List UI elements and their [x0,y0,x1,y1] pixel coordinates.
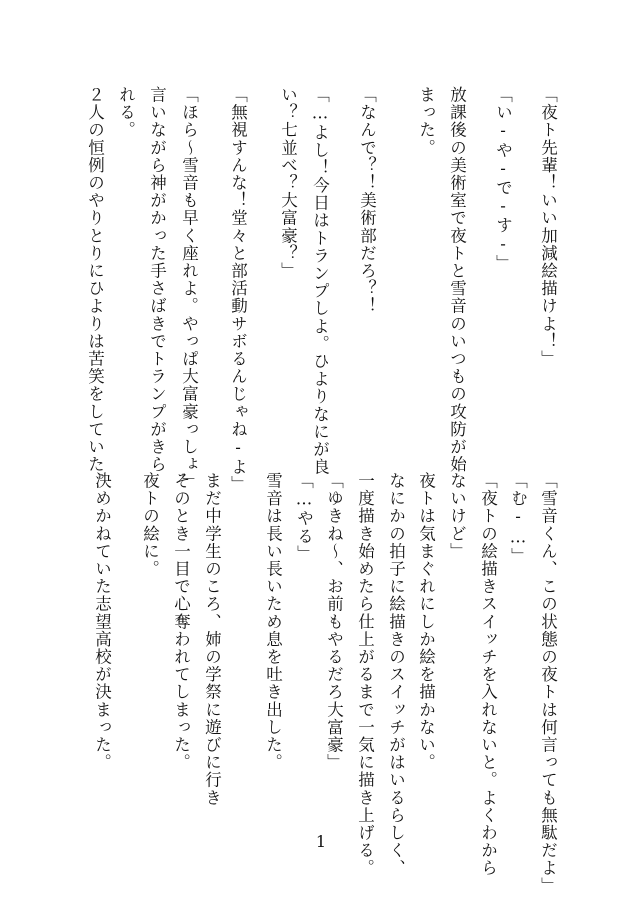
text-column: 決めかねていた志望高校が決まった。 [92,472,112,772]
text-column: ２人の恒例のやりとりにひよりは苦笑をしていた。 [85,86,105,491]
text-column: 放課後の美術室で夜トと雪音のいつもの攻防が始 [447,86,467,474]
text-column: 雪音は長い長いため息を吐き出した。 [263,472,283,772]
text-column: 「ほら～雪音も早く座れよ。やっぱ大富豪っしょ」 [179,86,199,491]
text-column: ないけど」 [447,472,467,560]
text-column: 「無視すんな！堂々と部活動サボるんじゃね-よ」 [228,86,248,494]
text-column: 「雪音くん、この状態の夜トは何言っても無駄だよ」 [538,472,558,895]
text-column: 「…よし！今日はトランプしよ。ひよりなにが良 [310,86,330,476]
text-column: 「なんで？！美術部だろ？！ [357,86,377,315]
text-column: 夜トは気まぐれにしか絵を描かない。 [416,472,436,772]
text-column: なにかの拍子に絵描きのスイッチがはいるらしく、 [386,472,406,877]
text-column: れる。 [116,86,136,139]
text-column: 「…やる」 [294,472,314,563]
text-column: 「夜ト先輩！いい加減絵描けよ！」 [538,86,558,368]
text-column: 「夜トの絵描きスイッチを入れないと。よくわから [478,472,498,877]
page-number: 1 [315,832,327,851]
text-column: そのとき一目で心奪われてしまった。 [171,472,191,772]
text-column: 言いながら神がかった手さばきでトランプがきら [147,86,167,474]
text-column: まった。 [416,86,436,157]
text-column: 一度描き始めたら仕上がるまで一気に描き上げる。 [355,472,375,877]
text-column: い？七並べ？大富豪？」 [278,86,298,280]
text-column: 「む-…」 [508,472,528,565]
text-column: 夜トの絵に。 [140,472,160,578]
text-column: 「ゆきね～、お前もやるだろ大富豪」 [324,472,344,772]
text-column: まだ中学生のころ、姉の学祭に遊びに行き [202,472,222,807]
text-column: 「い-や-で-す-」 [493,86,513,272]
